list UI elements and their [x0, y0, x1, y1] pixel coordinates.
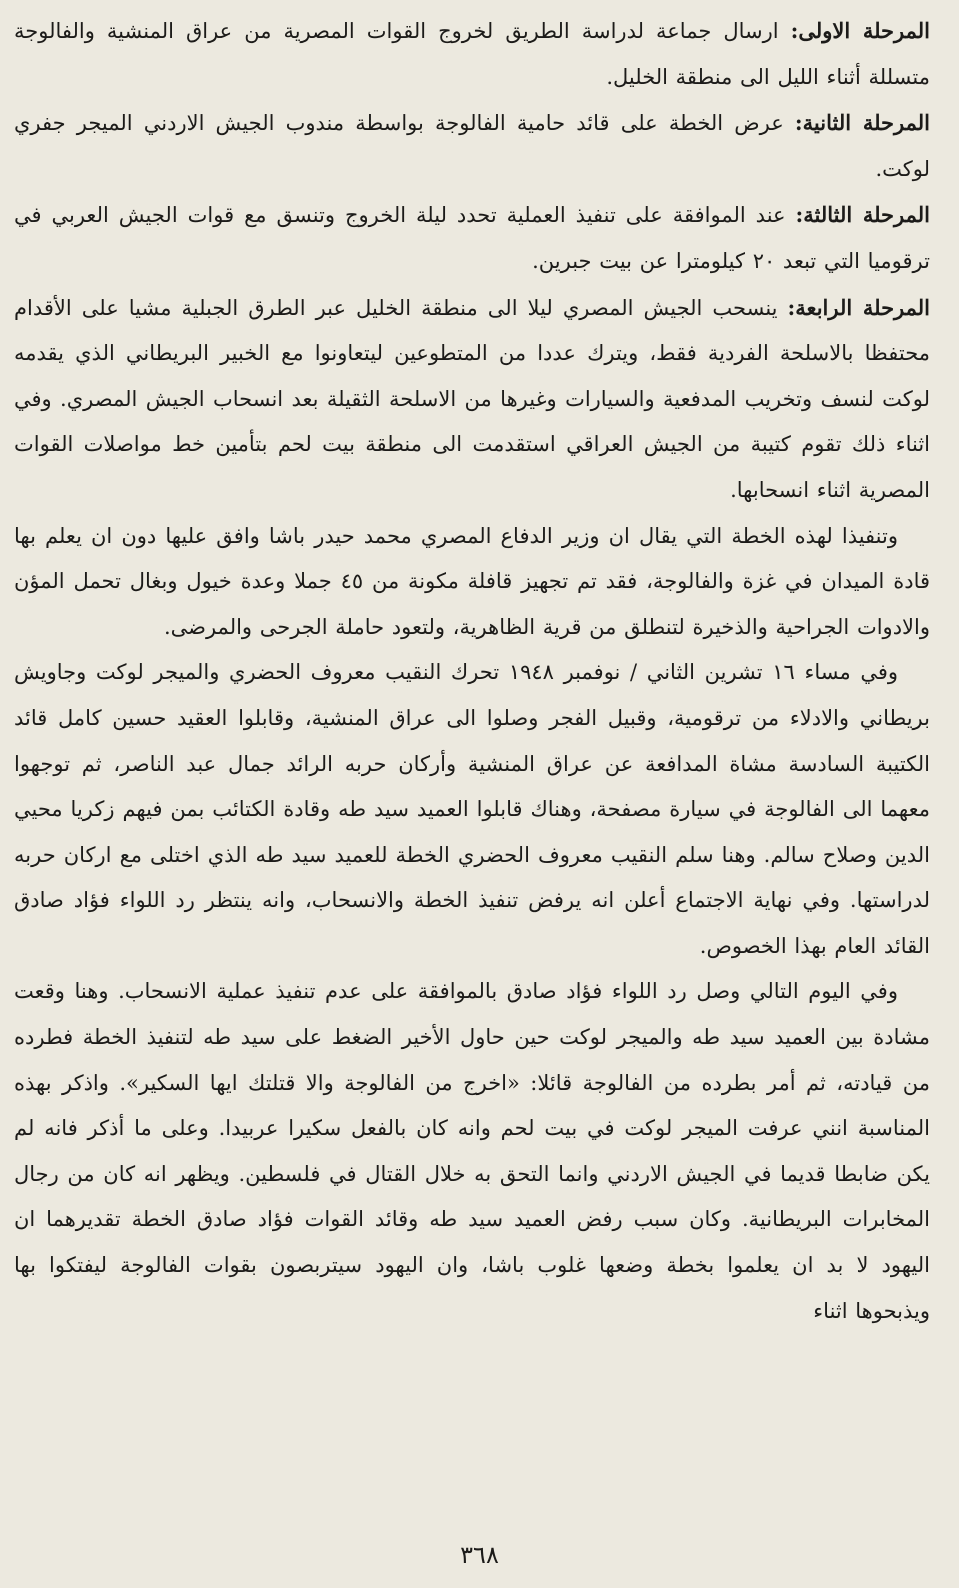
stage-text: ارسال جماعة لدراسة الطريق لخروج القوات المصرية من عراق المنشية والفالوجة متسللة أثناء الليل الى منطقة الخليل. — [14, 19, 930, 89]
stage-paragraph-2 — [14, 100, 930, 192]
body-paragraph: وفي مساء ١٦ تشرين الثاني / نوفمبر ١٩٤٨ تحرك النقيب معروف الحضري والميجر لوكت وجاويش بريطاني والادلاء من ترقومية، وقبيل الفجر وصلوا الى عراق المنشية، وقابلوا العقيد حسين كامل قائد الكتيبة السادسة مشاة المدافعة عن عراق المنشية وأركان حربه الرائد جمال عبد الناصر، ثم توجهوا معهما الى الفالوجة في سيارة مصفحة، وهناك قابلوا العميد سيد طه وقادة الكتائب بمن فيهم زكريا محيي الدين وصلاح سالم. وهنا سلم النقيب معروف الحضري الخطة للعميد سيد طه الذي اختلى مع اركان حربه لدراستها. وفي نهاية الاجتماع أعلن انه يرفض تنفيذ الخطة والانسحاب، وانه ينتظر رد اللواء فؤاد صادق القائد العام بهذا الخصوص. — [14, 660, 930, 958]
stage-label: المرحلة الثانية: — [794, 110, 930, 136]
stage-text: عرض الخطة على قائد حامية الفالوجة بواسطة مندوب الجيش الاردني الميجر جفري لوكت. — [14, 111, 930, 181]
stage-paragraph-3 — [14, 192, 930, 284]
body-paragraph: وتنفيذا لهذه الخطة التي يقال ان وزير الدفاع المصري محمد حيدر باشا وافق عليها دون ان يعلم بها قادة الميدان في غزة والفالوجة، فقد تم تجهيز قافلة مكونة من ٤٥ جملا وعدة خيول وبغال تحمل المؤن والادوات الجراحية والذخيرة لتنطلق من قرية الظاهرية، ولتعود حاملة الجرحى والمرضى. — [14, 523, 931, 639]
stage-text: عند الموافقة على تنفيذ العملية تحدد ليلة الخروج وتنسق مع قوات الجيش العربي في ترقوميا التي تبعد ٢٠ كيلومترا عن بيت جبرين. — [14, 203, 930, 273]
page-body — [14, 8, 930, 1334]
stage-label: المرحلة الاولى: — [790, 18, 930, 43]
stage-paragraph-4 — [14, 285, 930, 514]
page-number: ٣٦٨ — [460, 1541, 499, 1569]
stage-text: ينسحب الجيش المصري ليلا الى منطقة الخليل عبر الطرق الجبلية مشيا على الأقدام محتفظا بالاسلحة الفردية فقط، ويترك عددا من المتطوعين ليتعاونوا مع الخبير البريطاني الذي يقدمه لوكت لنسف وتخريب المدفعية والسيارات وغيرها من الاسلحة الثقيلة بعد انسحاب الجيش المصري. وفي اثناء ذلك تقوم كتيبة من الجيش العراقي استقدمت الى منطقة بيت لحم بتأمين خط مواصلات القوات المصرية اثناء انسحابها. — [14, 295, 930, 502]
stage-paragraph-1 — [14, 8, 930, 100]
body-paragraph: وفي اليوم التالي وصل رد اللواء فؤاد صادق بالموافقة على عدم تنفيذ عملية الانسحاب. وهنا وقعت مشادة بين العميد سيد طه والميجر لوكت حين حاول الأخير الضغط على سيد طه لتنفيذ الخطة فطرده من قيادته، ثم أمر بطرده من الفالوجة قائلا: «اخرج من الفالوجة والا قتلتك ايها السكير». واذكر بهذه المناسبة انني عرفت الميجر لوكت في بيت لحم وانه كان بالفعل سكيرا عربيدا. وعلى ما أذكر فانه لم يكن ضابطا قديما في الجيش الاردني وانما التحق به خلال القتال في فلسطين. ويظهر انه كان من رجال المخابرات البريطانية. وكان سبب رفض العميد سيد طه وقائد القوات فؤاد صادق الخطة تقديرهما ان اليهود لا بد ان يعلموا بخطة وضعها غلوب باشا، وان اليهود سيتربصون بقوات الفالوجة ليفتكوا بها ويذبحوها اثناء — [14, 979, 930, 1323]
stage-label: المرحلة الرابعة: — [787, 294, 931, 320]
stage-label: المرحلة الثالثة: — [795, 202, 930, 228]
